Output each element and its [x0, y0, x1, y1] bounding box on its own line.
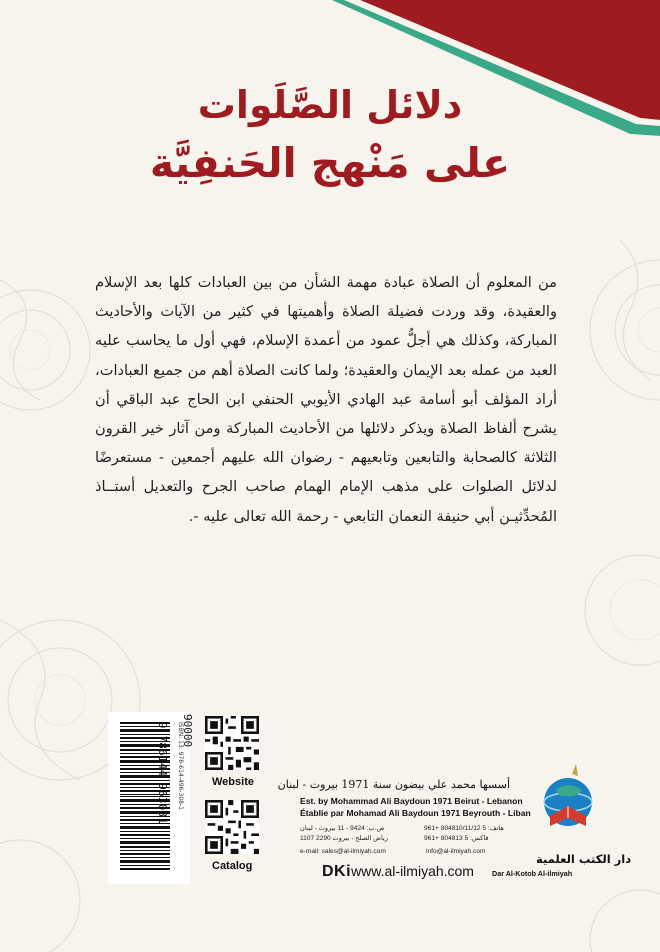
title-line-2: على مَنْهج الحَنفِيَّة	[149, 139, 511, 187]
title-line-1: دلائل الصَّلَوات	[197, 83, 463, 127]
publisher-riad: رياض الصلح - بيروت 2290 1107	[300, 835, 389, 842]
publisher-name-english: Dar Al-Kotob Al-ilmiyah	[492, 869, 573, 878]
publisher-est-arabic: أسسها محمد علي بيضون سنة 1971 بيروت - لبنان	[277, 778, 510, 791]
publisher-email-sales[interactable]: e-mail: sales@al-ilmiyah.com	[300, 848, 386, 855]
publisher-name-arabic: دار الكتب العلمية	[536, 852, 632, 866]
price-code: 90000	[181, 714, 194, 748]
publisher-fax: فاكس: 5 804813 +961	[424, 835, 489, 842]
qr-code-icon[interactable]	[205, 800, 259, 854]
publisher-pobox: ص.ب: 9424 - 11 بيروت - لبنان	[300, 825, 385, 832]
dki-logo-text: DKi	[322, 863, 352, 880]
qr-code-icon[interactable]	[205, 716, 259, 770]
catalog-label: Catalog	[212, 860, 253, 872]
isbn-number: ISBN: 13: 978-614-496-308-1	[177, 722, 184, 810]
publisher-email-info[interactable]: info@al-ilmiyah.com	[426, 848, 486, 855]
barcode-digits: 9 786144 963081	[156, 722, 168, 825]
publisher-est-french: Établie par Mohamad Ali Baydoun 1971 Beyrouth - Liban	[300, 808, 531, 818]
website-label: Website	[212, 776, 254, 788]
globe-book-logo-icon	[536, 760, 602, 848]
publisher-web-line	[322, 863, 474, 881]
publisher-website[interactable]: www.al-ilmiyah.com	[351, 863, 474, 879]
publisher-block	[277, 760, 632, 880]
book-title	[60, 76, 600, 192]
publisher-phone: هاتف: 5 804810/11/12 +961	[424, 825, 504, 832]
book-description: من المعلوم أن الصلاة عبادة مهمة الشأن من بين العبادات كلها بعد الإسلام والعقيدة، وقد وردت فضيلة الصلاة وأهميتها في كثير من الآيات والأحاديث المباركة، وكذلك هي أجلُّ عمود من أعمدة الإسلام، فهي أول ما يحاسب عليه العبد من عمله بعد الإيمان والعقيدة؛ ولما كانت الصلاة أهم من جميع العبادات، أراد المؤلف أبو أسامة عبد الهادي الأيوبي الحنفي ابن الحاج عبد الباقي أن يشرح ألفاظ الصلاة ويذكر دلائلها من الأحاديث المباركة ومن آثار خير القرون الثلاثة كالصحابة والتابعين وتابعيهم - رضوان الله عليهم أجمعين - مستعرضًا لدلائل الصلوات على مذهب الإمام الهمام صاحب الجرح والتعديل أستــاذ المُحدِّثيـن أبي حنيفة النعمان التابعي - رحمة الله تعالى عليه -.	[95, 274, 557, 525]
publisher-est-english: Est. by Mohammad Ali Baydoun 1971 Beirut - Lebanon	[300, 796, 523, 806]
barcode-panel	[108, 712, 190, 884]
